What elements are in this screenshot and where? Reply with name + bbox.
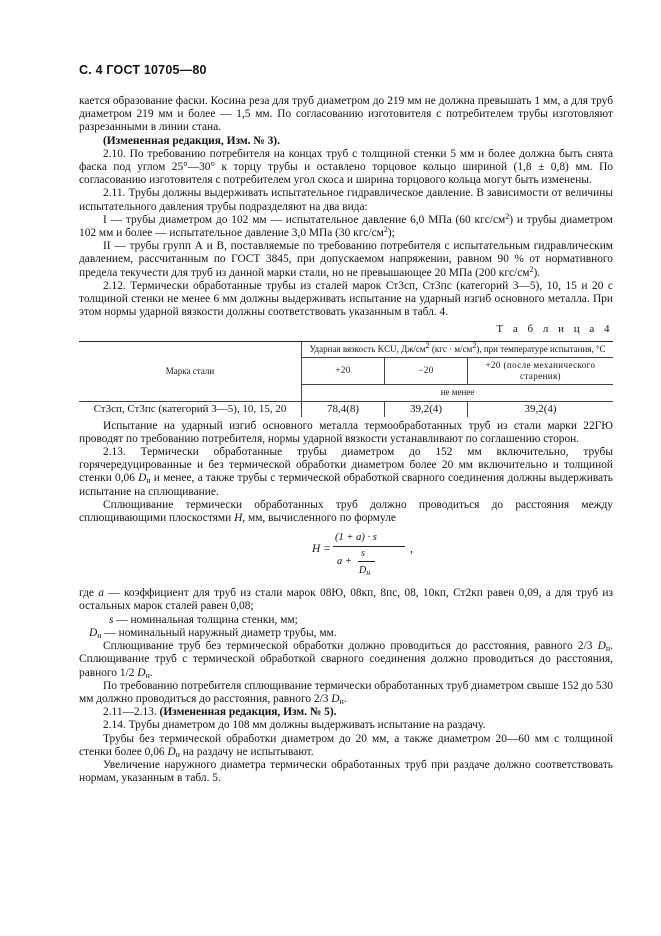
paragraph: Трубы без термической обработки диаметром до 20 мм, а также диаметром 20—60 мм с толщиной стенки более 0,06 $D_н$ на раздачу не испытывают. [79, 732, 613, 759]
definition-d: $D_н$ — номинальный наружный диаметр трубы, мм. [89, 626, 337, 640]
pressure-type-2: II — трубы групп А и В, поставляемые по требованию потребителя с испытательным гидравлическим давлением, рассчитанным по ГОСТ 3845, при допускаемом напряжении, равном 90 % от нормативного предела текучести для труб из данной марки стали, но не превышающее 20 МПа (200 кгс/$см^2$). [79, 240, 613, 279]
header-impact: Ударная вязкость KCU, $Дж/см^2$ $(кгс \cdot м/см^2)$, при температуре испытания, °С [302, 341, 614, 357]
clause-2-14: 2.14. Трубы диаметром до 108 мм должны выдерживать испытание на раздачу. [103, 719, 486, 732]
cell-value: 39,2(4) [468, 401, 614, 417]
page-header: С. 4 ГОСТ 10705—80 [79, 63, 207, 77]
paragraph: Сплющивание термически обработанных труб должно проводиться до расстояния между сплющивающими плоскостями H, мм, вычисленного по формуле [79, 498, 613, 525]
flattening-formula: H = (1 + a) · s a + s $D_н$ , [312, 532, 413, 578]
cell-steel: Ст3сп, Ст3пс (категорий 3—5), 10, 15, 20 [93, 402, 287, 415]
paragraph: Сплющивание труб без термической обработки должно проводиться до расстояния, равного 2/3 $D_н$. Сплющивание труб с термической обработкой сварного соединения должно проводиться до расстояния, равного 1/2 $D_н$. [79, 640, 613, 680]
paragraph: Испытание на ударный изгиб основного металла термообработанных труб из стали марки 22ГЮ проводят по требованию потребителя, нормы ударной вязкости устанавливают по соглашению сторон. [79, 419, 613, 445]
fraction-bar [333, 546, 405, 547]
header-temp-minus20: −20 [385, 357, 468, 384]
header-steel-grade: Марка стали [79, 341, 302, 401]
amendment-note: (Измененная редакция, Изм. № 3). [103, 134, 280, 147]
definition-a: где a — коэффициент для труб из стали марок 08Ю, 08кп, 8пс, 08, 10кп, Ст2кп равен 0,09, а для труб из остальных марок сталей равен 0,08; [79, 587, 613, 613]
header-temp-plus20: +20 [302, 357, 385, 384]
table-caption: Т а б л и ц а 4 [496, 323, 613, 336]
definition-s: s — номинальная толщина стенки, мм; [109, 613, 298, 626]
paragraph: По требованию потребителя сплющивание термически обработанных труб диаметром свыше 152 до 530 мм должно проводиться до расстояния, равного 2/3 $D_н$. [79, 679, 613, 706]
table-4 [79, 341, 613, 417]
header-not-less: не менее [302, 384, 614, 401]
clause-2-10: 2.10. По требованию потребителя на концах труб с толщиной стенки 5 мм и более должна быть снята фаска под углом 25°—30° к торцу трубы и оставлено торцовое кольцо шириной (1,8 ± 0,8) мм. По согласованию изготовителя с потребителем угол скоса и ширина торцового кольца могут быть изменены. [79, 147, 613, 187]
paragraph: кается образование фаски. Косина реза для труб диаметром до 219 мм не должна превышать 1 мм, а для труб диаметром 219 мм и более — 1,5 мм. По согласованию изготовителя с потребителем трубы изготовляют разрезанными в линии стана. [79, 95, 613, 134]
table-row [79, 401, 613, 417]
pressure-type-1: I — трубы диаметром до 102 мм — испытательное давление 6,0 МПа (60 кгс/$см^2$) и трубы диаметром 102 мм и более — испытательное давление 3,0 МПа (30 кгс/$см^2$); [79, 211, 614, 240]
clause-2-11: 2.11. Трубы должны выдерживать испытательное гидравлическое давление. В зависимости от величины испытательного давления трубы подразделяют на два вида: [79, 187, 613, 213]
amendment-note: 2.11—2.13. (Измененная редакция, Изм. № 5). [103, 706, 337, 719]
clause-2-13: 2.13. Термически обработанные трубы диаметром до 152 мм включительно, трубы горячередуцированные и без термической обработки диаметром более 20 мм включительно и толщиной стенки 0,06 $D_н$ и менее, а также трубы с термической обработкой сварного соединения должны выдерживать испытание на сплющивание. [79, 446, 613, 498]
cell-value: 78,4(8) [302, 401, 385, 417]
clause-2-12: 2.12. Термически обработанные трубы из сталей марок Ст3сп, Ст3пс (категорий 3—5), 10, 15 и 20 с толщиной стенки не менее 6 мм должны выдерживать испытание на ударный изгиб основного металла. При этом нормы ударной вязкости должны соответствовать указанным в табл. 4. [79, 279, 613, 319]
paragraph: Увеличение наружного диаметра термически обработанных труб при раздаче должно соответствовать нормам, указанным в табл. 5. [79, 758, 613, 785]
header-temp-aged: +20 (после механического старения) [468, 357, 614, 384]
fraction-bar [358, 561, 375, 562]
cell-value: 39,2(4) [385, 401, 468, 417]
document-body [79, 95, 613, 785]
